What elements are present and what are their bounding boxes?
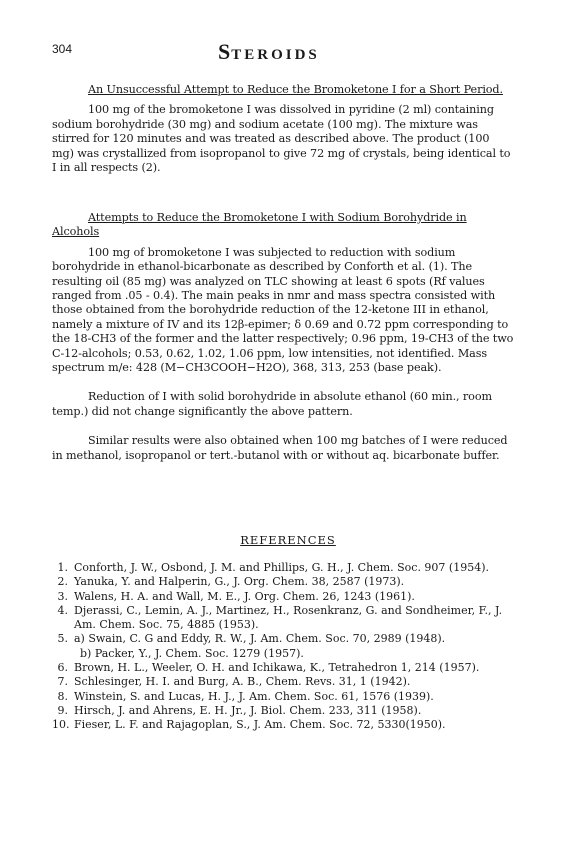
reference-number: 7. [57, 675, 68, 689]
section-heading: Attempts to Reduce the Bromoketone I with Sodium Borohydride in Alcohols [52, 211, 467, 239]
reference-number: 4. [57, 603, 68, 617]
journal-title [218, 39, 320, 65]
reference-text: Djerassi, C., Lemin, A. J., Martinez, H., Rosenkranz, G. and Sondheimer, F., J. Am. Chem. Soc. 75, 4885 (1953). [74, 603, 503, 632]
reference-item [52, 632, 520, 661]
reference-text: Yanuka, Y. and Halperin, G., J. Org. Chem. 38, 2587 (1973). [74, 575, 405, 589]
reference-item [52, 575, 520, 589]
reference-text: Fieser, L. F. and Rajagoplan, S., J. Am. Chem. Soc. 72, 5330(1950). [74, 718, 446, 732]
reference-item [52, 704, 520, 718]
reference-text: Conforth, J. W., Osbond, J. M. and Phillips, G. H., J. Chem. Soc. 907 (1954). [74, 561, 489, 574]
reference-text-part-b: b) Packer, Y., J. Chem. Soc. 1279 (1957). [80, 646, 304, 660]
section-heading: An Unsuccessful Attempt to Reduce the Bromoketone I for a Short Period. [88, 83, 503, 96]
reference-number: 5. [57, 632, 68, 646]
references-heading: REFERENCES [240, 533, 336, 547]
journal-title-rest: TEROIDS [231, 47, 320, 63]
reference-item [52, 675, 520, 689]
reference-item [52, 690, 520, 704]
reference-item [52, 661, 520, 675]
reference-number: 8. [57, 689, 68, 703]
reference-number: 3. [57, 589, 68, 603]
reference-text: a) Swain, C. G and Eddy, R. W., J. Am. Chem. Soc. 70, 2989 (1948). [74, 632, 446, 646]
reference-item [52, 604, 520, 633]
section-alcohol-reduction [52, 211, 514, 463]
body-paragraph: Similar results were also obtained when 100 mg batches of I were reduced in methanol, isopropanol or tert.-butanol with or without aq. bicarbonate buffer. [52, 434, 508, 462]
reference-text: Winstein, S. and Lucas, H. J., J. Am. Chem. Soc. 61, 1576 (1939). [74, 689, 434, 703]
section-unsuccessful-attempt [52, 83, 514, 175]
body-paragraph: 100 mg of the bromoketone I was dissolved in pyridine (2 ml) containing sodium borohydride (30 mg) and sodium acetate (100 mg). The mixture was stirred for 120 minutes and was treated as described above. The product (100 mg) was crystallized from isopropanol to give 72 mg of crystals, being identical to I in all respects (2). [52, 103, 511, 175]
reference-text: Schlesinger, H. I. and Burg, A. B., Chem. Revs. 31, 1 (1942). [74, 675, 411, 689]
reference-number: 6. [57, 661, 68, 675]
reference-number: 2. [57, 575, 68, 589]
page-header [52, 39, 512, 64]
reference-text: Brown, H. L., Weeler, O. H. and Ichikawa, K., Tetrahedron 1, 214 (1957). [74, 661, 480, 675]
journal-title-initial: S [218, 39, 232, 64]
reference-item [52, 590, 520, 604]
reference-text: Hirsch, J. and Ahrens, E. H. Jr., J. Biol. Chem. 233, 311 (1958). [74, 703, 422, 717]
body-paragraph: Reduction of I with solid borohydride in absolute ethanol (60 min., room temp.) did not change significantly the above pattern. [52, 390, 492, 418]
reference-item [52, 561, 520, 575]
reference-text: Walens, H. A. and Wall, M. E., J. Org. Chem. 26, 1243 (1961). [74, 589, 415, 603]
reference-item [52, 718, 520, 732]
reference-number: 1. [57, 561, 68, 574]
body-paragraph: 100 mg of bromoketone I was subjected to reduction with sodium borohydride in ethanol-bicarbonate as described by Conforth et al. (1). The resulting oil (85 mg) was analyzed on TLC showing at least 6 spots (Rf values ranged from .05 - 0.4). The main peaks in nmr and mass spectra consisted with those obtained from the borohydride reduction of the 12-ketone III in ethanol, namely a mixture of IV and its 12β-epimer; δ 0.69 and 0.72 ppm corresponding to the 18-CH3 of the former and the latter respectively; 0.96 ppm, 19-CH3 of the two C-12-alcohols; 0.53, 0.62, 1.02, 1.06 ppm, low intensities, not identified. Mass spectrum m/e: 428 (M−CH3COOH−H2O), 368, 313, 253 (base peak). [52, 245, 514, 375]
reference-number: 10. [52, 718, 70, 732]
reference-number: 9. [57, 703, 68, 717]
reference-list [52, 561, 520, 733]
page-number: 304 [52, 42, 73, 56]
